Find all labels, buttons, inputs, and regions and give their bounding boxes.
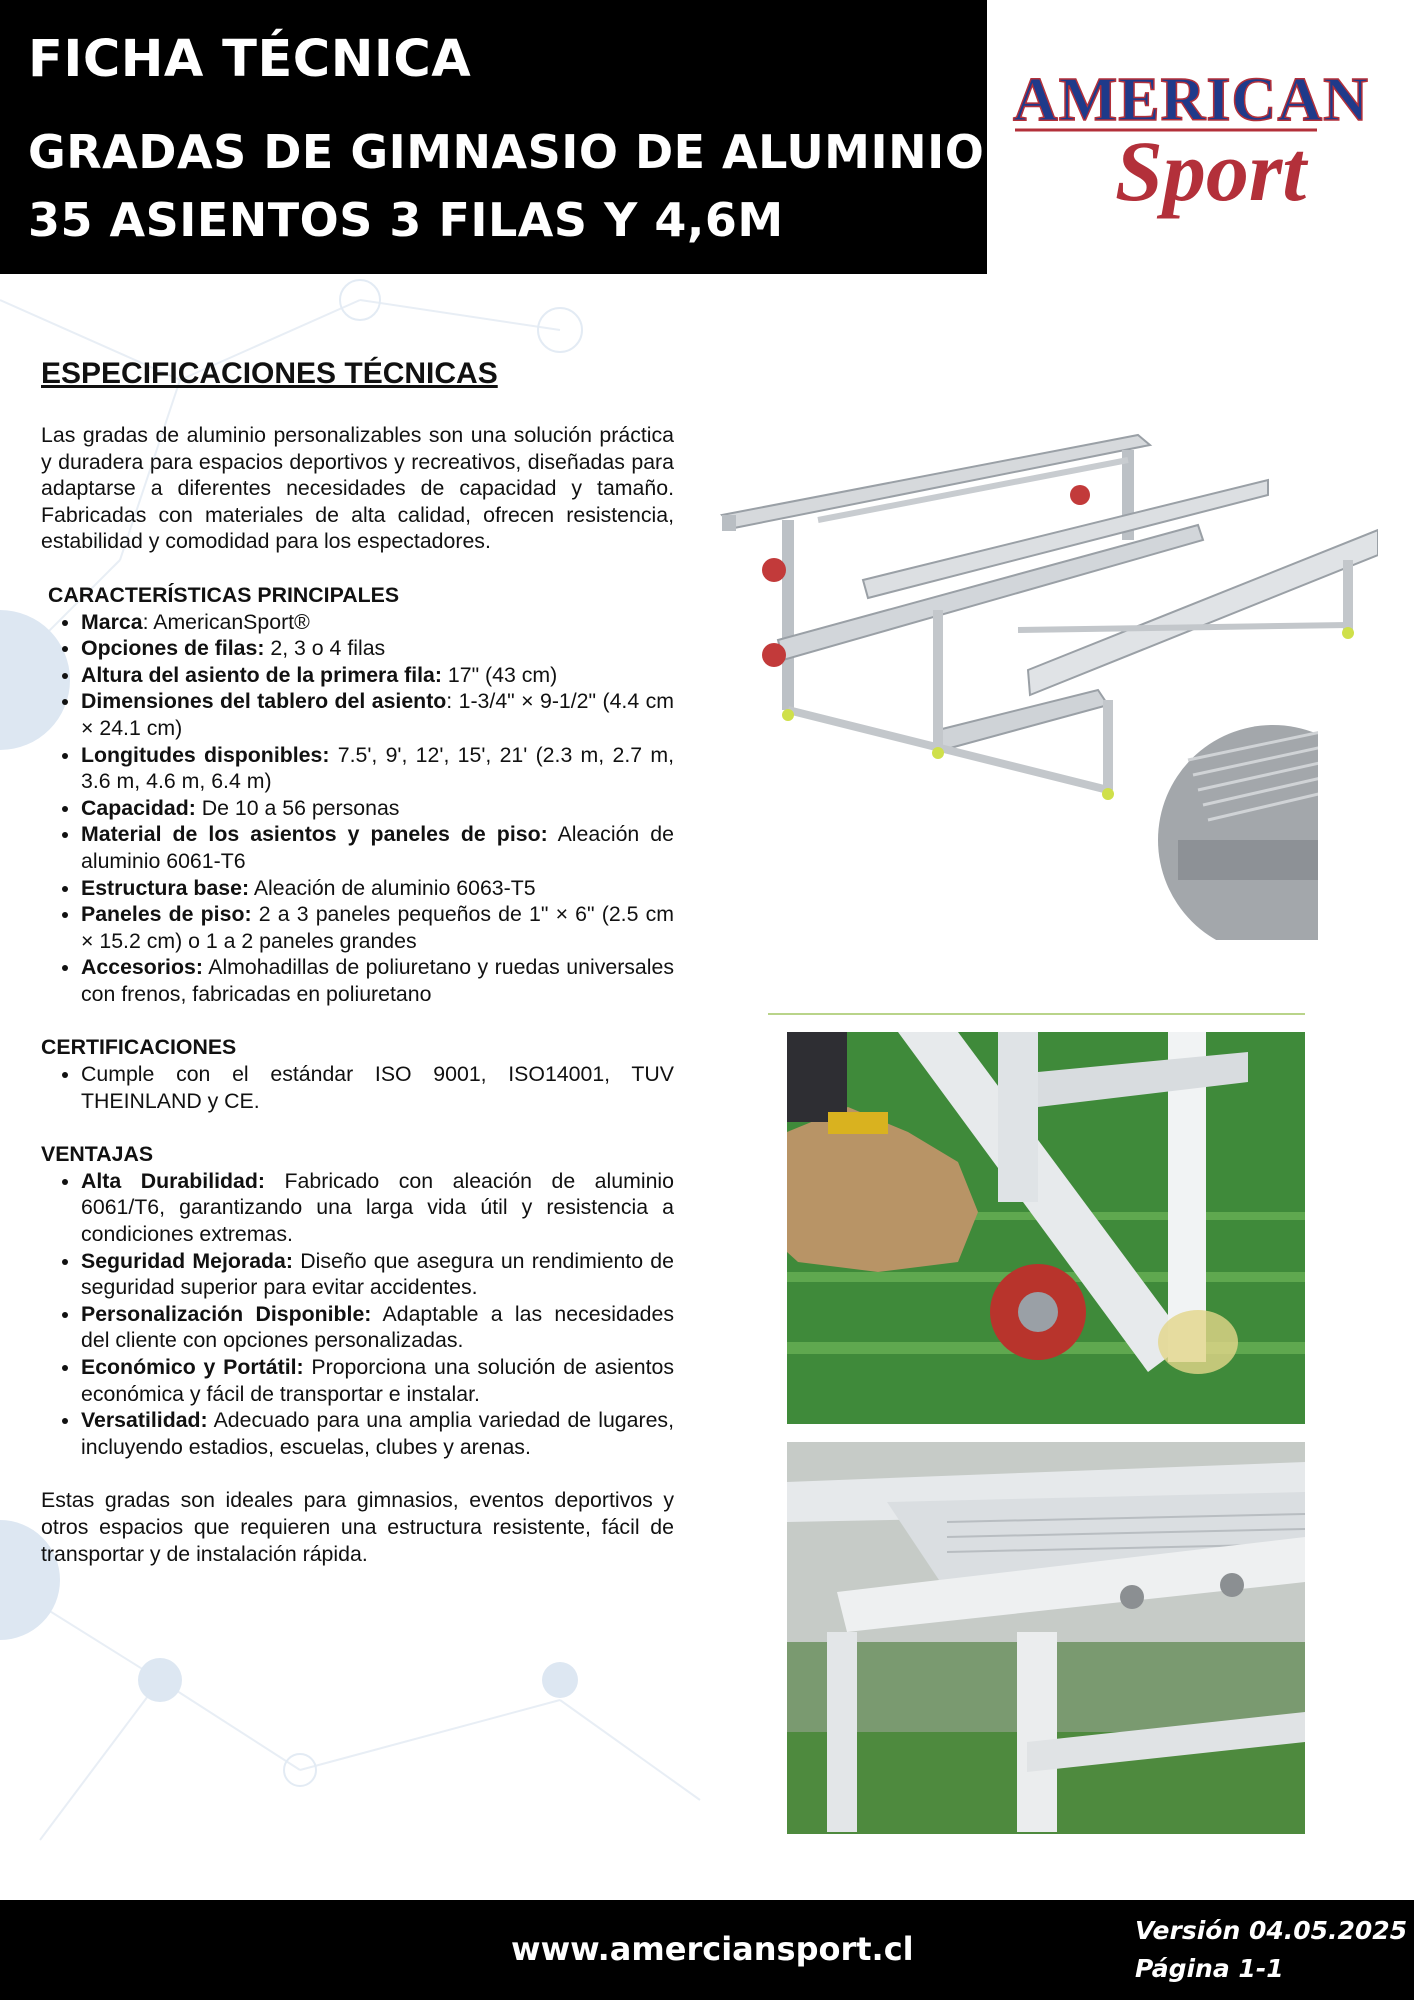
list-item: • Accesorios: Almohadillas de poliuretano y ruedas universales con frenos, fabricadas en poliuretano bbox=[81, 954, 674, 1007]
list-item: • Capacidad: De 10 a 56 personas bbox=[81, 795, 674, 822]
list-item: • Alta Durabilidad: Fabricado con aleación de aluminio 6061/T6, garantizando una larga vida útil y resistencia a condiciones extremas. bbox=[81, 1168, 674, 1248]
list-item: • Económico y Portátil: Proporciona una solución de asientos económica y fácil de transportar e instalar. bbox=[81, 1354, 674, 1407]
list-item: • Longitudes disponibles: 7.5', 9', 12', 15', 21' (2.3 m, 2.7 m, 3.6 m, 4.6 m, 6.4 m) bbox=[81, 742, 674, 795]
specs-section bbox=[41, 356, 674, 1567]
list-item: • Dimensiones del tablero del asiento: 1-3/4" × 9-1/2" (4.4 cm × 24.1 cm) bbox=[81, 688, 674, 741]
list-item: • Seguridad Mejorada: Diseño que asegura un rendimiento de seguridad superior para evitar accidentes. bbox=[81, 1248, 674, 1301]
list-item: • Marca: AmericanSport® bbox=[81, 609, 674, 636]
svg-text:Sport: Sport bbox=[1115, 123, 1307, 219]
svg-text:AMERICAN: AMERICAN bbox=[1013, 66, 1369, 134]
specs-intro: Las gradas de aluminio personalizables son una solución práctica y duradera para espacios deportivos y recreativos, diseñadas para adaptarse a diferentes necesidades de capacidad y tamaño. Fabricadas con materiales de alta calidad, ofrecen resistencia, estabilidad y comodidad para los espectadores. bbox=[41, 423, 674, 554]
specs-heading: ESPECIFICACIONES TÉCNICAS bbox=[41, 357, 498, 390]
list-item: • Opciones de filas: 2, 3 o 4 filas bbox=[81, 635, 674, 662]
list-item: • Versatilidad: Adecuado para una amplia variedad de lugares, incluyendo estadios, escuelas, clubes y arenas. bbox=[81, 1407, 674, 1460]
american-sport-logo bbox=[1005, 40, 1405, 220]
document-title: FICHA TÉCNICA bbox=[28, 30, 472, 89]
header-banner bbox=[0, 0, 987, 274]
list-item: • Estructura base: Aleación de aluminio 6063-T5 bbox=[81, 875, 674, 902]
features-list bbox=[41, 609, 674, 1008]
closing-paragraph: Estas gradas son ideales para gimnasios, eventos deportivos y otros espacios que requieren una estructura resistente, fácil de transportar y de instalación rápida. bbox=[41, 1488, 674, 1566]
certifications-list bbox=[41, 1061, 674, 1114]
page-number: Página 1-1 bbox=[1135, 1954, 1284, 1983]
list-item: • Material de los asientos y paneles de piso: Aleación de aluminio 6061-T6 bbox=[81, 821, 674, 874]
website-link[interactable]: www.amerciansport.cl bbox=[511, 1930, 914, 1968]
product-title-line2: 35 ASIENTOS 3 FILAS Y 4,6M bbox=[28, 193, 784, 247]
certifications-title: CERTIFICACIONES bbox=[41, 1035, 237, 1060]
list-item: • Personalización Disponible: Adaptable a las necesidades del cliente con opciones personalizadas. bbox=[81, 1301, 674, 1354]
advantages-list bbox=[41, 1168, 674, 1461]
bleacher-product-image bbox=[718, 420, 1378, 940]
product-title-line1: GRADAS DE GIMNASIO DE ALUMINIO bbox=[28, 125, 985, 179]
advantages-title: VENTAJAS bbox=[41, 1142, 154, 1167]
list-item: • Paneles de piso: 2 a 3 paneles pequeños de 1" × 6" (2.5 cm × 15.2 cm) o 1 a 2 paneles grandes bbox=[81, 901, 674, 954]
wheel-brake-photo bbox=[768, 1012, 1305, 1424]
version-label: Versión 04.05.2025 bbox=[1135, 1916, 1408, 1945]
list-item: • Altura del asiento de la primera fila: 17" (43 cm) bbox=[81, 662, 674, 689]
list-item: • Cumple con el estándar ISO 9001, ISO14001, TUV THEINLAND y CE. bbox=[81, 1061, 674, 1114]
bench-underside-photo bbox=[787, 1442, 1305, 1834]
footer-bar bbox=[0, 1900, 1414, 2000]
features-title: CARACTERÍSTICAS PRINCIPALES bbox=[48, 582, 400, 607]
